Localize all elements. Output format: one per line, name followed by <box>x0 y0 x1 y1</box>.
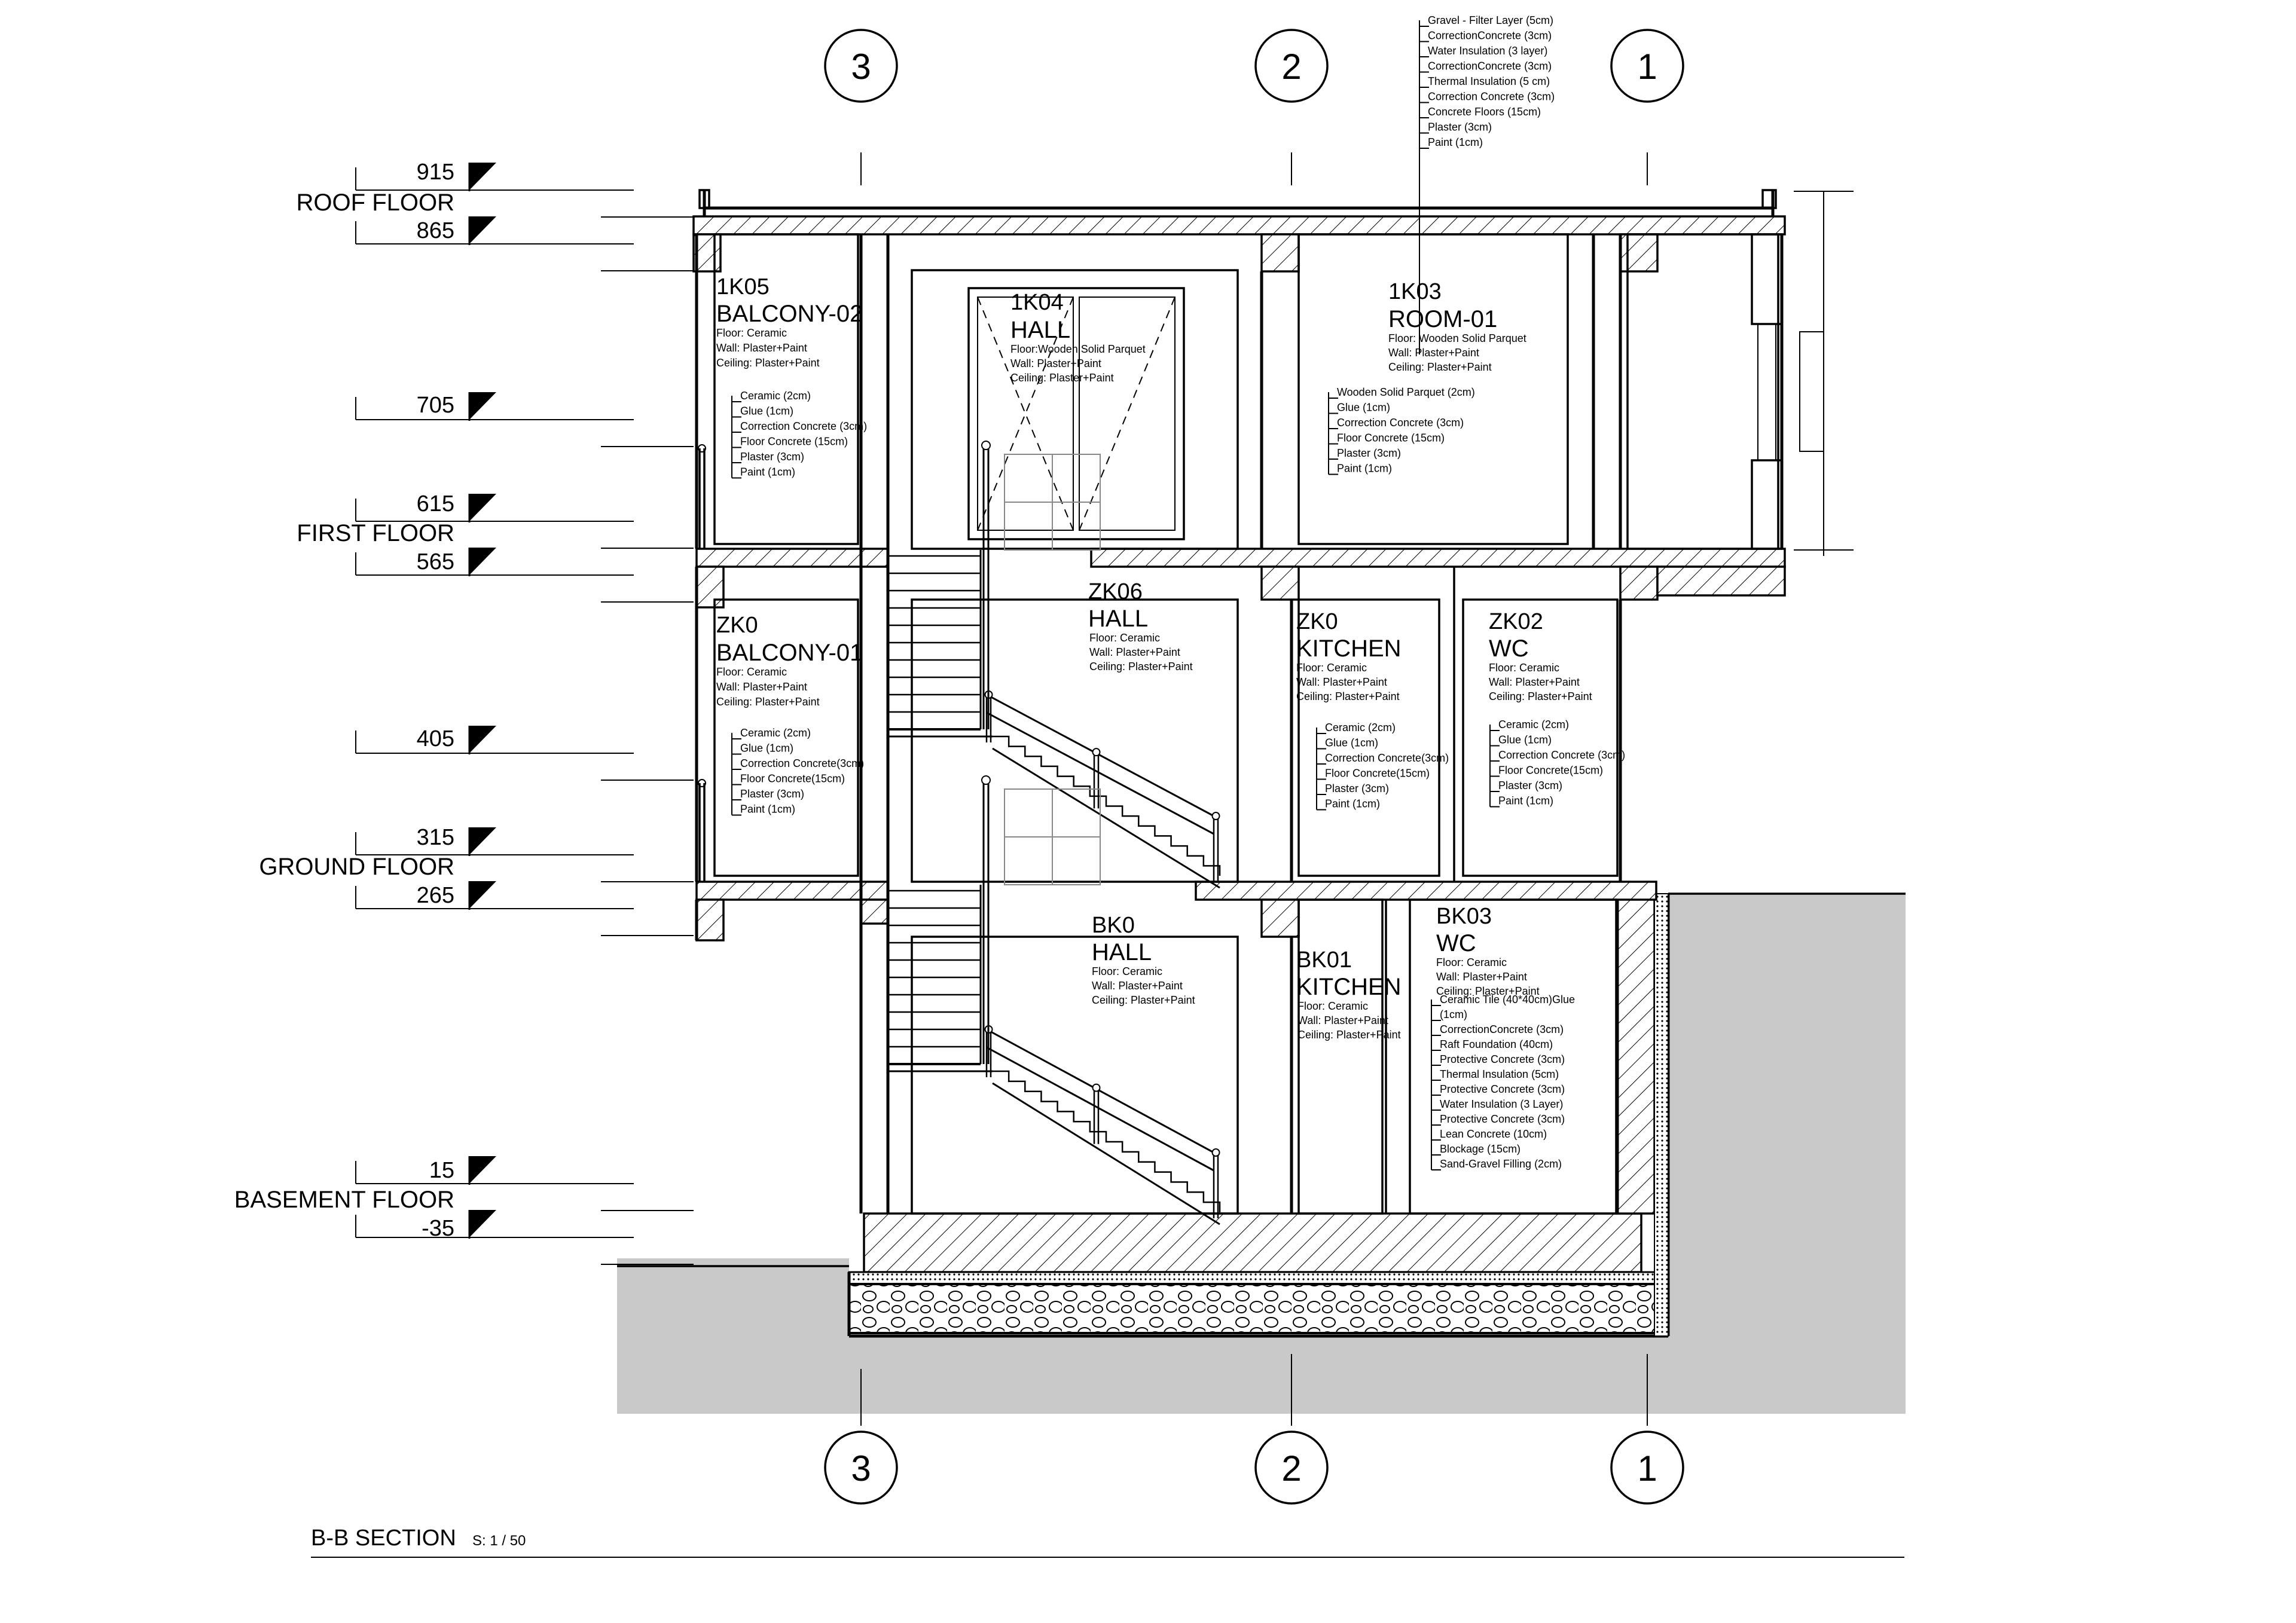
layers-wc <box>1490 719 1625 807</box>
room-wall: Wall: Plaster+Paint <box>716 342 807 354</box>
axis-1-top-label: 1 <box>1637 47 1657 87</box>
layer-item: Correction Concrete(3cm) <box>740 757 865 769</box>
layer-item: (1cm) <box>1440 1008 1467 1020</box>
room-wall: Wall: Plaster+Paint <box>1010 357 1101 369</box>
level-basement <box>234 1158 454 1241</box>
room-1k05 <box>716 274 863 369</box>
level-first-name: FIRST FLOOR <box>297 520 454 546</box>
layer-item: Plaster (3cm) <box>740 451 805 463</box>
axis-1-top <box>1611 30 1683 185</box>
room-name: WC <box>1436 930 1476 956</box>
room-code: ZK0 <box>1296 609 1338 634</box>
layer-item: Ceramic (2cm) <box>1498 719 1570 730</box>
room-ceiling: Ceiling: Plaster+Paint <box>1092 994 1195 1006</box>
room-ceiling: Ceiling: Plaster+Paint <box>1436 985 1540 997</box>
layer-item: Paint (1cm) <box>740 803 796 815</box>
layer-item: Water Insulation (3 Layer) <box>1440 1098 1564 1110</box>
axis-3-top-label: 3 <box>851 47 871 87</box>
room-bk0 <box>1092 913 1195 1006</box>
room-floor: Floor: Ceramic <box>1089 632 1161 644</box>
room-zk0-kitchen <box>1296 609 1402 702</box>
layer-item: Raft Foundation (40cm) <box>1440 1038 1553 1050</box>
room-floor: Floor: Ceramic <box>1092 965 1163 977</box>
level-ground-name: GROUND FLOOR <box>259 854 454 880</box>
room-name: HALL <box>1010 317 1071 343</box>
layer-item: Ceramic Tile (40*40cm)Glue <box>1440 994 1576 1005</box>
layer-item: Plaster (3cm) <box>1428 121 1492 133</box>
layer-item: Ceramic (2cm) <box>740 390 811 402</box>
level-first-bottom: 565 <box>416 549 454 574</box>
axis-2-bottom-label: 2 <box>1281 1448 1302 1488</box>
room-floor: Floor: Ceramic <box>1296 662 1367 674</box>
layer-item: Plaster (3cm) <box>740 788 805 800</box>
level-ground-mid: 405 <box>416 726 454 751</box>
room-floor: Floor: Ceramic <box>1297 1000 1369 1012</box>
level-roof-name: ROOF FLOOR <box>296 189 454 216</box>
level-ground-bottom: 265 <box>416 883 454 908</box>
room-1k03 <box>1388 279 1526 373</box>
layer-item: Ceramic (2cm) <box>1325 722 1396 733</box>
room-ceiling: Ceiling: Plaster+Paint <box>1296 690 1400 702</box>
drawing-title <box>311 1526 1904 1557</box>
layer-item: Thermal Insulation (5 cm) <box>1428 75 1550 87</box>
room-name: HALL <box>1088 606 1149 632</box>
title-scale: S: 1 / 50 <box>472 1533 526 1549</box>
level-markers <box>356 163 694 1264</box>
room-name: WC <box>1489 635 1529 662</box>
layer-item: CorrectionConcrete (3cm) <box>1428 29 1552 42</box>
level-first-top: 615 <box>416 491 454 516</box>
room-name: KITCHEN <box>1296 974 1402 1000</box>
layer-item: Correction Concrete (3cm) <box>740 420 868 432</box>
room-name: BALCONY-01 <box>716 640 863 666</box>
layer-item: Floor Concrete(15cm) <box>1325 767 1430 780</box>
room-code: BK0 <box>1092 913 1135 938</box>
room-wall: Wall: Plaster+Paint <box>1388 347 1479 359</box>
layer-item: Correction Concrete (3cm) <box>1498 749 1626 761</box>
layer-item: Glue (1cm) <box>740 405 794 417</box>
layer-item: Floor Concrete (15cm) <box>740 435 848 448</box>
level-basement-name: BASEMENT FLOOR <box>234 1187 454 1213</box>
layer-item: Floor Concrete(15cm) <box>1498 764 1604 777</box>
room-floor: Floor: Ceramic <box>1436 956 1507 968</box>
layer-item: Floor Concrete(15cm) <box>740 772 845 785</box>
room-name: HALL <box>1092 939 1152 965</box>
layer-item: Correction Concrete (3cm) <box>1337 417 1464 429</box>
axis-3-bottom-label: 3 <box>851 1448 871 1488</box>
room-ceiling: Ceiling: Plaster+Paint <box>1489 690 1592 702</box>
layer-item: Plaster (3cm) <box>1337 447 1402 459</box>
room-code: BK01 <box>1296 947 1352 973</box>
layer-item: Sand-Gravel Filling (2cm) <box>1440 1158 1562 1170</box>
room-wall: Wall: Plaster+Paint <box>1489 676 1580 688</box>
room-ceiling: Ceiling: Plaster+Paint <box>716 357 820 369</box>
room-bk03 <box>1436 904 1540 997</box>
layer-item: Protective Concrete (3cm) <box>1440 1083 1565 1095</box>
layer-item: Glue (1cm) <box>1337 401 1391 414</box>
room-ceiling: Ceiling: Plaster+Paint <box>1297 1029 1401 1041</box>
layer-item: Protective Concrete (3cm) <box>1440 1113 1565 1125</box>
room-code: 1K03 <box>1388 279 1442 304</box>
room-code: ZK0 <box>716 613 758 638</box>
layer-item: Plaster (3cm) <box>1325 783 1390 794</box>
room-code: ZK02 <box>1489 609 1543 634</box>
layer-item: CorrectionConcrete (3cm) <box>1440 1023 1564 1035</box>
room-code: ZK06 <box>1088 579 1143 604</box>
level-marker <box>356 1210 694 1264</box>
layer-item: CorrectionConcrete (3cm) <box>1428 60 1552 72</box>
layer-item: Paint (1cm) <box>740 466 796 478</box>
room-floor: Floor: Ceramic <box>716 666 787 678</box>
level-marker <box>356 726 694 780</box>
layer-item: Glue (1cm) <box>1498 733 1552 746</box>
layer-item: Blockage (15cm) <box>1440 1143 1521 1155</box>
axis-3-top <box>825 30 897 185</box>
layers-balcony-02 <box>732 390 867 478</box>
room-wall: Wall: Plaster+Paint <box>1297 1014 1388 1026</box>
room-code: BK03 <box>1436 904 1492 929</box>
axis-2-top <box>1256 30 1327 185</box>
room-code: 1K05 <box>716 274 770 299</box>
layers-kitchen <box>1317 722 1449 810</box>
axis-2-top-label: 2 <box>1281 47 1302 87</box>
layer-item: Lean Concrete (10cm) <box>1440 1128 1547 1140</box>
layers-balcony-01 <box>732 727 864 815</box>
room-wall: Wall: Plaster+Paint <box>1089 646 1180 658</box>
room-wall: Wall: Plaster+Paint <box>1092 980 1183 992</box>
room-name: BALCONY-02 <box>716 301 863 327</box>
layer-item: Floor Concrete (15cm) <box>1337 432 1445 444</box>
axis-1-bottom-label: 1 <box>1637 1448 1657 1488</box>
layer-item: Correction Concrete (3cm) <box>1428 90 1555 103</box>
room-ceiling: Ceiling: Plaster+Paint <box>1089 661 1193 673</box>
layer-item: Paint (1cm) <box>1337 462 1393 475</box>
balcony-rails <box>698 191 1854 882</box>
layers-basement <box>1431 994 1575 1170</box>
layer-item: Protective Concrete (3cm) <box>1440 1053 1565 1065</box>
room-1k04 <box>1010 290 1146 384</box>
room-zk0-balcony <box>716 613 863 708</box>
room-name: KITCHEN <box>1296 635 1402 662</box>
room-floor: Floor: Ceramic <box>716 327 787 339</box>
level-basement-bottom: -35 <box>422 1216 454 1241</box>
room-ceiling: Ceiling: Plaster+Paint <box>716 696 820 708</box>
level-basement-top: 15 <box>429 1158 454 1183</box>
layer-item: Paint (1cm) <box>1428 136 1483 148</box>
title-label: B-B SECTION <box>311 1526 456 1551</box>
level-marker <box>356 216 694 271</box>
level-first-mid: 705 <box>416 393 454 418</box>
level-roof <box>297 160 454 243</box>
layer-item: Thermal Insulation (5cm) <box>1440 1068 1559 1080</box>
layer-item: Concrete Floors (15cm) <box>1428 106 1541 118</box>
layer-item: Wooden Solid Parquet (2cm) <box>1337 386 1475 398</box>
layer-item: Correction Concrete(3cm) <box>1325 752 1449 764</box>
layer-item: Glue (1cm) <box>1325 736 1379 749</box>
level-roof-bottom: 865 <box>416 218 454 243</box>
layer-item: Plaster (3cm) <box>1498 780 1563 791</box>
layer-item: Water Insulation (3 layer) <box>1428 45 1548 57</box>
level-roof-top: 915 <box>416 160 454 185</box>
room-name: ROOM-01 <box>1388 306 1498 332</box>
room-ceiling: Ceiling: Plaster+Paint <box>1010 372 1114 384</box>
room-floor: Floor:Wooden Solid Parquet <box>1010 343 1146 355</box>
room-zk06 <box>1088 579 1193 673</box>
layer-item: Paint (1cm) <box>1498 794 1554 807</box>
level-marker <box>356 881 694 936</box>
layer-item: Ceramic (2cm) <box>740 727 811 739</box>
layer-item: Glue (1cm) <box>740 742 794 754</box>
room-zk02 <box>1489 609 1592 702</box>
room-wall: Wall: Plaster+Paint <box>1296 676 1387 688</box>
room-wall: Wall: Plaster+Paint <box>716 681 807 693</box>
room-wall: Wall: Plaster+Paint <box>1436 971 1527 983</box>
level-marker <box>356 392 694 447</box>
level-marker <box>356 548 694 602</box>
room-code: 1K04 <box>1010 290 1064 315</box>
room-ceiling: Ceiling: Plaster+Paint <box>1388 361 1492 373</box>
layer-item: Gravel - Filter Layer (5cm) <box>1428 14 1554 26</box>
room-floor: Floor: Ceramic <box>1489 662 1560 674</box>
room-floor: Floor: Wooden Solid Parquet <box>1388 332 1526 344</box>
layers-room-01 <box>1329 386 1475 475</box>
level-ground-top: 315 <box>416 825 454 850</box>
layer-item: Paint (1cm) <box>1325 797 1381 810</box>
